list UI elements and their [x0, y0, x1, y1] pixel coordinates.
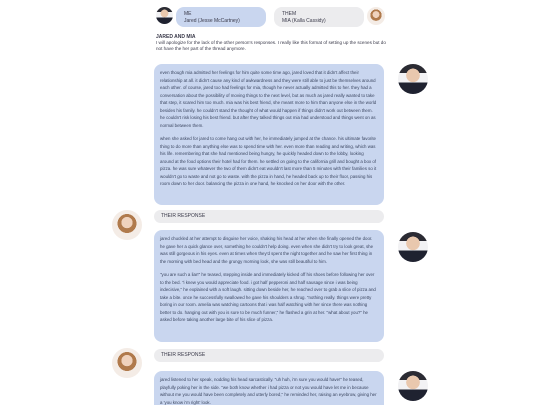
intro-text: I will apologize for the lack of the other person's responses. I really like this format of setting up the scenes but do not have the her part of the thread anymore. — [156, 40, 386, 51]
them-avatar — [367, 7, 385, 25]
me-avatar — [398, 64, 428, 94]
them-name: MIA (Kalla Cassidy) — [282, 18, 326, 24]
them-avatar — [112, 348, 142, 378]
them-label: THEM — [282, 11, 297, 17]
them-card — [274, 7, 364, 27]
them-avatar — [112, 210, 142, 240]
me-avatar — [156, 7, 173, 24]
message-paragraph: jared listened to her speak, nodding his head sarcastically. "uh huh, i'm sure you would have!" he teased, playfully poking her in the side. "we both know whether i had pizza or not you would have let me in because without me you would have been completely and utterly bored," he reminded her, raising an eyebrow, giving her a 'you know i'm right' look. — [160, 377, 377, 405]
message-paragraph: even though mia admitted her feelings for him quite some time ago, jared loved that it didn't affect their relationship at all. it didn't cause any kind of awkwardness and they were still able to just be themselves around each other. of course, jared too had feelings for mia, though he never actually admitted this to her. they had a conversation about the possibility of moving things to the next level, but as much as jared really wanted to take that step, it scared him too much. mia was his best friend, she meant more to him than anyone else in the world besides his family. he couldn't stand the thought of what would happen if things didn't work out between them. he couldn't risk losing his best friend. but after they talked things out mia had understood and things went on as normal between them. — [160, 70, 377, 128]
me-label: ME — [184, 11, 192, 17]
me-name: Jared (Jesse McCartney) — [184, 18, 240, 24]
their-response-label: THEIR RESPONSE — [154, 349, 384, 362]
intro-title: JARED AND MIA — [156, 34, 196, 40]
their-response-label: THEIR RESPONSE — [154, 210, 384, 223]
message-bubble — [154, 371, 384, 405]
me-card — [176, 7, 266, 27]
message-paragraph: jared chuckled at her attempt to disguise her voice, shaking his head at her when she finally opened the door. he gave her a quick glance over, something he couldn't help doing. even when she didn't try to look great, she was still gorgeous in his eyes. even at times when they'd spent the night together and he saw her first thing in the morning with bed head and the grungy morning look, she was still beautiful to him. — [160, 236, 374, 264]
message-bubble — [154, 230, 384, 342]
message-bubble — [154, 64, 384, 205]
me-avatar — [398, 371, 428, 401]
message-paragraph: when she asked for jared to come hang out with her, he immediately jumped at the chance. his ultimate favorite thing to do more than anything else was to spend time with her. even more than reading and writing, which was his life. remembering that she had mentioned being hungry, he quickly headed down to the lobby, looking around at the food options their hotel had for them. he settled on going to the california grill and bought a box of pizza. he was sure whatever the two of them didn't eat wouldn't last more than 5 minutes with their families so it wouldn't go to waste and not go to waste. with the pizza in hand, he headed back up to their floor, passing his room down to her door. balancing the pizza in one hand, he knocked on her door with the other. — [160, 136, 377, 186]
message-paragraph: "you are such a liar!" he teased, stepping inside and immediately kicked off his shoes before following her over to the bed. "i knew you would appreciate food. i got half pepperoni and half sausage since i was being indecisive," he explained with a soft laugh. sitting down beside her, he reached over to grab a slice of pizza and take a bite. once he successfully swallowed he gave his shoulders a shrug. "nothing really. things were pretty boring in our room. amelia was watching cartoons that i was half watching with her since there was nothing better to do. hanging out with you is sure to be much funner," he flashed a grin at her. "what about you?" he asked before taking another large bite of his slice of pizza. — [160, 272, 376, 322]
me-avatar — [398, 232, 428, 262]
